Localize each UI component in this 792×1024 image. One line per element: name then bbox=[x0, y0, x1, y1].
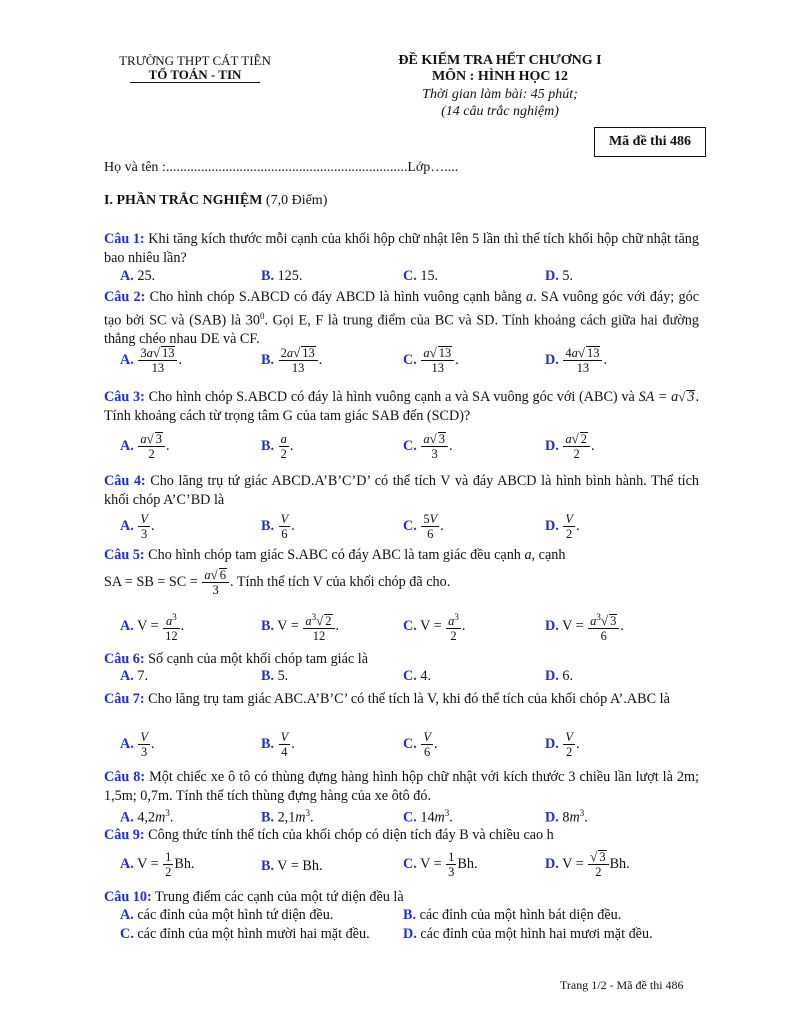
option-text: 125. bbox=[277, 268, 303, 284]
option-text: 25. bbox=[137, 268, 156, 284]
q1-option-c[interactable] bbox=[403, 268, 438, 285]
q4-option-b[interactable]: B. $\frac{V}{6}$ . bbox=[261, 512, 295, 541]
option-letter: B. bbox=[261, 351, 275, 368]
fraction: $\frac{V}{2}$ bbox=[565, 730, 573, 759]
q4-option-c[interactable]: C. $\frac{5V}{6}$ . bbox=[403, 512, 444, 541]
question-text: Số cạnh của một khối chóp tam giác là bbox=[148, 651, 369, 667]
q2-option-a[interactable]: A. $\frac{3a√ 13}{13}$ . bbox=[120, 345, 183, 375]
option-letter: D. bbox=[545, 668, 559, 684]
option-letter: D. bbox=[545, 351, 559, 368]
option-letter: D. bbox=[403, 926, 417, 942]
option-letter: B. bbox=[261, 809, 275, 826]
question-text: . Gọi E, F là trung điểm của BC và SD. Tính khoảng cách giữa hai đường thẳng chéo nhau DE và CF. bbox=[104, 312, 699, 347]
section-title: I. PHẦN TRẮC NGHIỆM bbox=[104, 193, 263, 208]
option-letter: B. bbox=[261, 437, 275, 454]
question-label: Câu 9: bbox=[104, 827, 145, 843]
question-text: . Tính thể tích V của khối chóp đã cho. bbox=[230, 573, 451, 590]
exam-time: Thời gian làm bài: 45 phút; bbox=[422, 87, 578, 102]
question-10 bbox=[104, 888, 699, 907]
question-7 bbox=[104, 690, 699, 709]
option-letter: A. bbox=[120, 268, 134, 284]
fraction: $\frac{√ 3}{2}$ bbox=[588, 850, 608, 879]
question-2 bbox=[104, 288, 699, 348]
question-label: Câu 1: bbox=[104, 231, 145, 247]
question-5-line2 bbox=[104, 568, 699, 597]
option-letter: A. bbox=[120, 668, 134, 684]
option-letter: C. bbox=[403, 855, 417, 872]
unit: m bbox=[295, 809, 306, 826]
section-heading bbox=[104, 193, 327, 209]
degree-sup: 0 bbox=[259, 310, 265, 321]
option-letter: A. bbox=[120, 437, 134, 454]
option-letter: D. bbox=[545, 437, 559, 454]
question-label: Câu 5: bbox=[104, 547, 145, 563]
q4-option-a[interactable]: A. $\frac{V}{3}$ . bbox=[120, 512, 155, 541]
option-letter: A. bbox=[120, 907, 134, 923]
q6-option-c[interactable] bbox=[403, 668, 431, 685]
option-text: 15. bbox=[420, 268, 439, 284]
option-letter: A. bbox=[120, 735, 134, 752]
q2-option-b[interactable]: B. $\frac{2a√ 13}{13}$ . bbox=[261, 345, 323, 375]
option-text: 5. bbox=[562, 268, 573, 284]
question-text: Cho lăng trụ tam giác ABC.A’B’C’ có thể tích là V, khi đó thể tích của khối chóp A’.ABC là bbox=[148, 691, 670, 707]
q3-option-c[interactable]: C. $\frac{a√ 3}{3}$ . bbox=[403, 431, 453, 461]
fraction: $\frac{4a√ 13}{13}$ bbox=[563, 346, 602, 375]
student-info-line: Họ và tên :.....................................................................Lớp….... bbox=[104, 160, 459, 175]
option-text: 4. bbox=[420, 668, 431, 684]
q9-option-c[interactable]: C. V = $\frac{1}{3}$ Bh. bbox=[403, 850, 478, 879]
option-letter: D. bbox=[545, 735, 559, 752]
q9-option-a[interactable]: A. V = $\frac{1}{2}$ Bh. bbox=[120, 850, 195, 879]
math-var: a bbox=[524, 547, 532, 563]
fraction: $\frac{1}{2}$ bbox=[165, 850, 172, 879]
question-text: Cho hình chóp tam giác S.ABC có đáy ABC là tam giác đều cạnh bbox=[148, 547, 521, 563]
question-6 bbox=[104, 650, 699, 669]
option-letter: B. bbox=[261, 735, 275, 752]
question-label: Câu 4: bbox=[104, 473, 146, 489]
option-text: các đỉnh của một hình tứ diện đều. bbox=[137, 907, 334, 923]
option-text: các đỉnh của một hình bát diện đều. bbox=[419, 907, 622, 923]
question-text: Trung điểm các cạnh của một tứ diện đều là bbox=[155, 889, 404, 905]
option-value: 2,1 bbox=[277, 809, 296, 826]
fraction: $\frac{V}{3}$ bbox=[140, 512, 148, 541]
option-text: các đỉnh của một hình mười hai mặt đều. bbox=[137, 926, 370, 942]
option-letter: D. bbox=[545, 617, 559, 634]
question-label: Câu 10: bbox=[104, 889, 152, 905]
option-text: các đỉnh của một hình hai mươi mặt đều. bbox=[420, 926, 653, 942]
fraction: $\frac{a√ 6}{3}$ bbox=[202, 568, 229, 597]
math-var: a bbox=[525, 289, 534, 305]
option-letter: A. bbox=[120, 517, 134, 534]
question-text: Công thức tính thể tích của khối chóp có diện tích đáy B và chiều cao h bbox=[148, 827, 554, 843]
option-letter: C. bbox=[403, 735, 417, 752]
q6-option-b[interactable] bbox=[261, 668, 288, 685]
q7-option-b[interactable]: B. $\frac{V}{4}$ . bbox=[261, 730, 295, 759]
q7-option-d[interactable]: D. $\frac{V}{2}$ . bbox=[545, 730, 580, 759]
fraction: $\frac{a√ 13}{13}$ bbox=[421, 346, 454, 375]
fraction: $\frac{a^3}{2}$ bbox=[448, 612, 459, 644]
q5-option-b[interactable]: B. V = $\frac{a^3√ 2}{12}$ . bbox=[261, 612, 340, 644]
option-letter: B. bbox=[261, 268, 275, 284]
question-text: Khi tăng kích thước mỗi cạnh của khối hộp chữ nhật lên 5 lần thì thể tích khối hộp chữ nhật tăng bao nhiêu lần? bbox=[104, 231, 699, 266]
fraction: $\frac{a}{2}$ bbox=[280, 432, 287, 461]
q5-option-c[interactable]: C. V = $\frac{a^3}{2}$ . bbox=[403, 612, 466, 644]
fraction: $\frac{a√ 2}{2}$ bbox=[563, 432, 590, 461]
section-points: (7,0 Điểm) bbox=[265, 193, 328, 208]
exam-code-box: Mã đề thi 486 bbox=[594, 127, 706, 157]
q2-option-c[interactable]: C. $\frac{a√ 13}{13}$ . bbox=[403, 345, 459, 375]
unit: m bbox=[434, 809, 445, 826]
option-letter: A. bbox=[120, 809, 134, 826]
q1-option-b[interactable] bbox=[261, 268, 302, 285]
school-name: TRƯỜNG THPT CÁT TIÊN bbox=[119, 53, 271, 68]
fraction: $\frac{V}{2}$ bbox=[565, 512, 573, 541]
q10-option-c[interactable] bbox=[120, 926, 370, 943]
question-label: Câu 8: bbox=[104, 769, 146, 785]
question-text: SA = SB = SC = bbox=[104, 573, 198, 590]
q1-option-a[interactable] bbox=[120, 268, 155, 285]
q1-option-d[interactable] bbox=[545, 268, 573, 285]
question-text: Cho lăng trụ tứ giác ABCD.A’B’C’D’ có thể tích V và đáy ABCD là hình bình hành. Thể tích khối chóp A’C’BD là bbox=[104, 473, 699, 508]
exam-subject: MÔN : HÌNH HỌC 12 bbox=[431, 69, 569, 84]
q8-option-d[interactable]: D. $8m^3$. bbox=[545, 808, 588, 826]
question-4 bbox=[104, 472, 699, 509]
option-letter: C. bbox=[403, 617, 417, 634]
option-letter: D. bbox=[545, 268, 559, 284]
option-letter: B. bbox=[403, 907, 417, 923]
q3-option-a[interactable]: A. $\frac{a√ 3}{2}$ . bbox=[120, 431, 170, 461]
option-letter: C. bbox=[403, 268, 417, 284]
q8-option-b[interactable]: B. $2,1m^3$. bbox=[261, 808, 314, 826]
fraction: $\frac{5V}{6}$ bbox=[423, 512, 438, 541]
unit: m bbox=[155, 809, 166, 826]
q5-option-d[interactable]: D. V = $\frac{a^3√ 3}{6}$ . bbox=[545, 612, 624, 644]
q6-option-a[interactable] bbox=[120, 668, 148, 685]
q5-option-a[interactable]: A. V = $\frac{a^3}{12}$ . bbox=[120, 612, 185, 644]
question-8 bbox=[104, 768, 699, 805]
question-5 bbox=[104, 546, 699, 565]
option-letter: B. bbox=[261, 617, 275, 634]
fraction: $\frac{a^3√ 2}{12}$ bbox=[303, 610, 334, 643]
q3-option-d[interactable]: D. $\frac{a√ 2}{2}$ . bbox=[545, 431, 595, 461]
option-letter: D. bbox=[545, 855, 559, 872]
option-letter: D. bbox=[545, 517, 559, 534]
q2-option-d[interactable]: D. $\frac{4a√ 13}{13}$ . bbox=[545, 345, 608, 375]
option-letter: C. bbox=[403, 517, 417, 534]
question-text: Cho hình chóp S.ABCD có đáy là hình vuông cạnh a và SA vuông góc với (ABC) và bbox=[148, 389, 635, 405]
question-1 bbox=[104, 230, 699, 267]
option-text: 5. bbox=[277, 668, 289, 684]
math-expression: SA = a√ 3 bbox=[638, 389, 695, 405]
q10-option-b[interactable] bbox=[403, 907, 621, 924]
fraction: $\frac{V}{6}$ bbox=[423, 730, 431, 759]
fraction: $\frac{1}{3}$ bbox=[448, 850, 455, 879]
fraction: $\frac{2a√ 13}{13}$ bbox=[279, 346, 318, 375]
q6-option-d[interactable] bbox=[545, 668, 573, 685]
exam-title: ĐỀ KIỂM TRA HẾT CHƯƠNG I bbox=[398, 53, 602, 68]
option-value: 4,2 bbox=[137, 809, 156, 826]
q9-option-b[interactable]: B. V = Bh. bbox=[261, 858, 323, 874]
option-value: 14 bbox=[420, 809, 435, 826]
fraction: $\frac{a^3}{12}$ bbox=[165, 612, 178, 644]
q9-option-d[interactable]: D. V = $\frac{√ 3}{2}$ Bh. bbox=[545, 849, 630, 879]
question-text: . SA vuông góc với đáy; góc tạo bởi SC và (SAB) là 30 bbox=[104, 289, 700, 329]
option-text: 7. bbox=[137, 668, 148, 684]
fraction: $\frac{V}{3}$ bbox=[140, 730, 148, 759]
q7-option-c[interactable]: C. $\frac{V}{6}$ . bbox=[403, 730, 438, 759]
option-letter: C. bbox=[403, 437, 417, 454]
option-text: 6. bbox=[562, 668, 573, 684]
option-letter: A. bbox=[120, 351, 134, 368]
question-text: , cạnh bbox=[531, 547, 566, 563]
fraction: $\frac{a√ 3}{2}$ bbox=[138, 432, 165, 461]
option-value: 8 bbox=[562, 809, 570, 826]
option-letter: C. bbox=[403, 809, 417, 826]
question-9 bbox=[104, 826, 699, 845]
q3-option-b[interactable]: B. $\frac{a}{2}$ . bbox=[261, 432, 294, 461]
question-label: Câu 3: bbox=[104, 389, 145, 405]
fraction: $\frac{a^3√ 3}{6}$ bbox=[588, 610, 619, 643]
option-letter: A. bbox=[120, 617, 134, 634]
question-3 bbox=[104, 388, 699, 425]
question-text: Cho hình chóp S.ABCD có đáy ABCD là hình vuông cạnh bằng bbox=[149, 289, 522, 305]
option-letter: C. bbox=[403, 351, 417, 368]
question-label: Câu 6: bbox=[104, 651, 145, 667]
option-letter: B. bbox=[261, 858, 275, 874]
q7-option-a[interactable]: A. $\frac{V}{3}$ . bbox=[120, 730, 155, 759]
q10-option-a[interactable] bbox=[120, 907, 333, 924]
option-letter: C. bbox=[120, 926, 134, 942]
q8-option-a[interactable]: A. $4,2m^3$. bbox=[120, 808, 174, 826]
department-name: TỔ TOÁN - TIN bbox=[130, 68, 260, 83]
option-letter: D. bbox=[545, 809, 559, 826]
question-label: Câu 2: bbox=[104, 289, 146, 305]
q10-option-d[interactable] bbox=[403, 926, 653, 943]
fraction: $\frac{V}{4}$ bbox=[280, 730, 289, 759]
question-text: Một chiếc xe ô tô có thùng đựng hàng hình hộp chữ nhật với kích thước 3 chiều lần lượt là 2m; 1,5m; 0,7m. Tính thể tích thùng đựng hàng của xe ôtô đó. bbox=[104, 769, 699, 804]
page-footer: Trang 1/2 - Mã đề thi 486 bbox=[560, 978, 684, 992]
question-text: . Tính khoảng cách từ trọng tâm G của tam giác SAB đến (SCD)? bbox=[104, 389, 700, 424]
option-letter: B. bbox=[261, 517, 275, 534]
question-label: Câu 7: bbox=[104, 691, 145, 707]
unit: m bbox=[569, 809, 580, 826]
fraction: $\frac{3a√ 13}{13}$ bbox=[138, 346, 177, 375]
fraction: $\frac{a√ 3}{3}$ bbox=[421, 432, 448, 461]
option-letter: B. bbox=[261, 668, 275, 684]
option-letter: A. bbox=[120, 855, 134, 872]
q4-option-d[interactable]: D. $\frac{V}{2}$ . bbox=[545, 512, 580, 541]
fraction: $\frac{V}{6}$ bbox=[280, 512, 289, 541]
question-count: (14 câu trắc nghiệm) bbox=[441, 104, 559, 119]
q8-option-c[interactable]: C. $14m^3$. bbox=[403, 808, 453, 826]
option-letter: C. bbox=[403, 668, 417, 684]
